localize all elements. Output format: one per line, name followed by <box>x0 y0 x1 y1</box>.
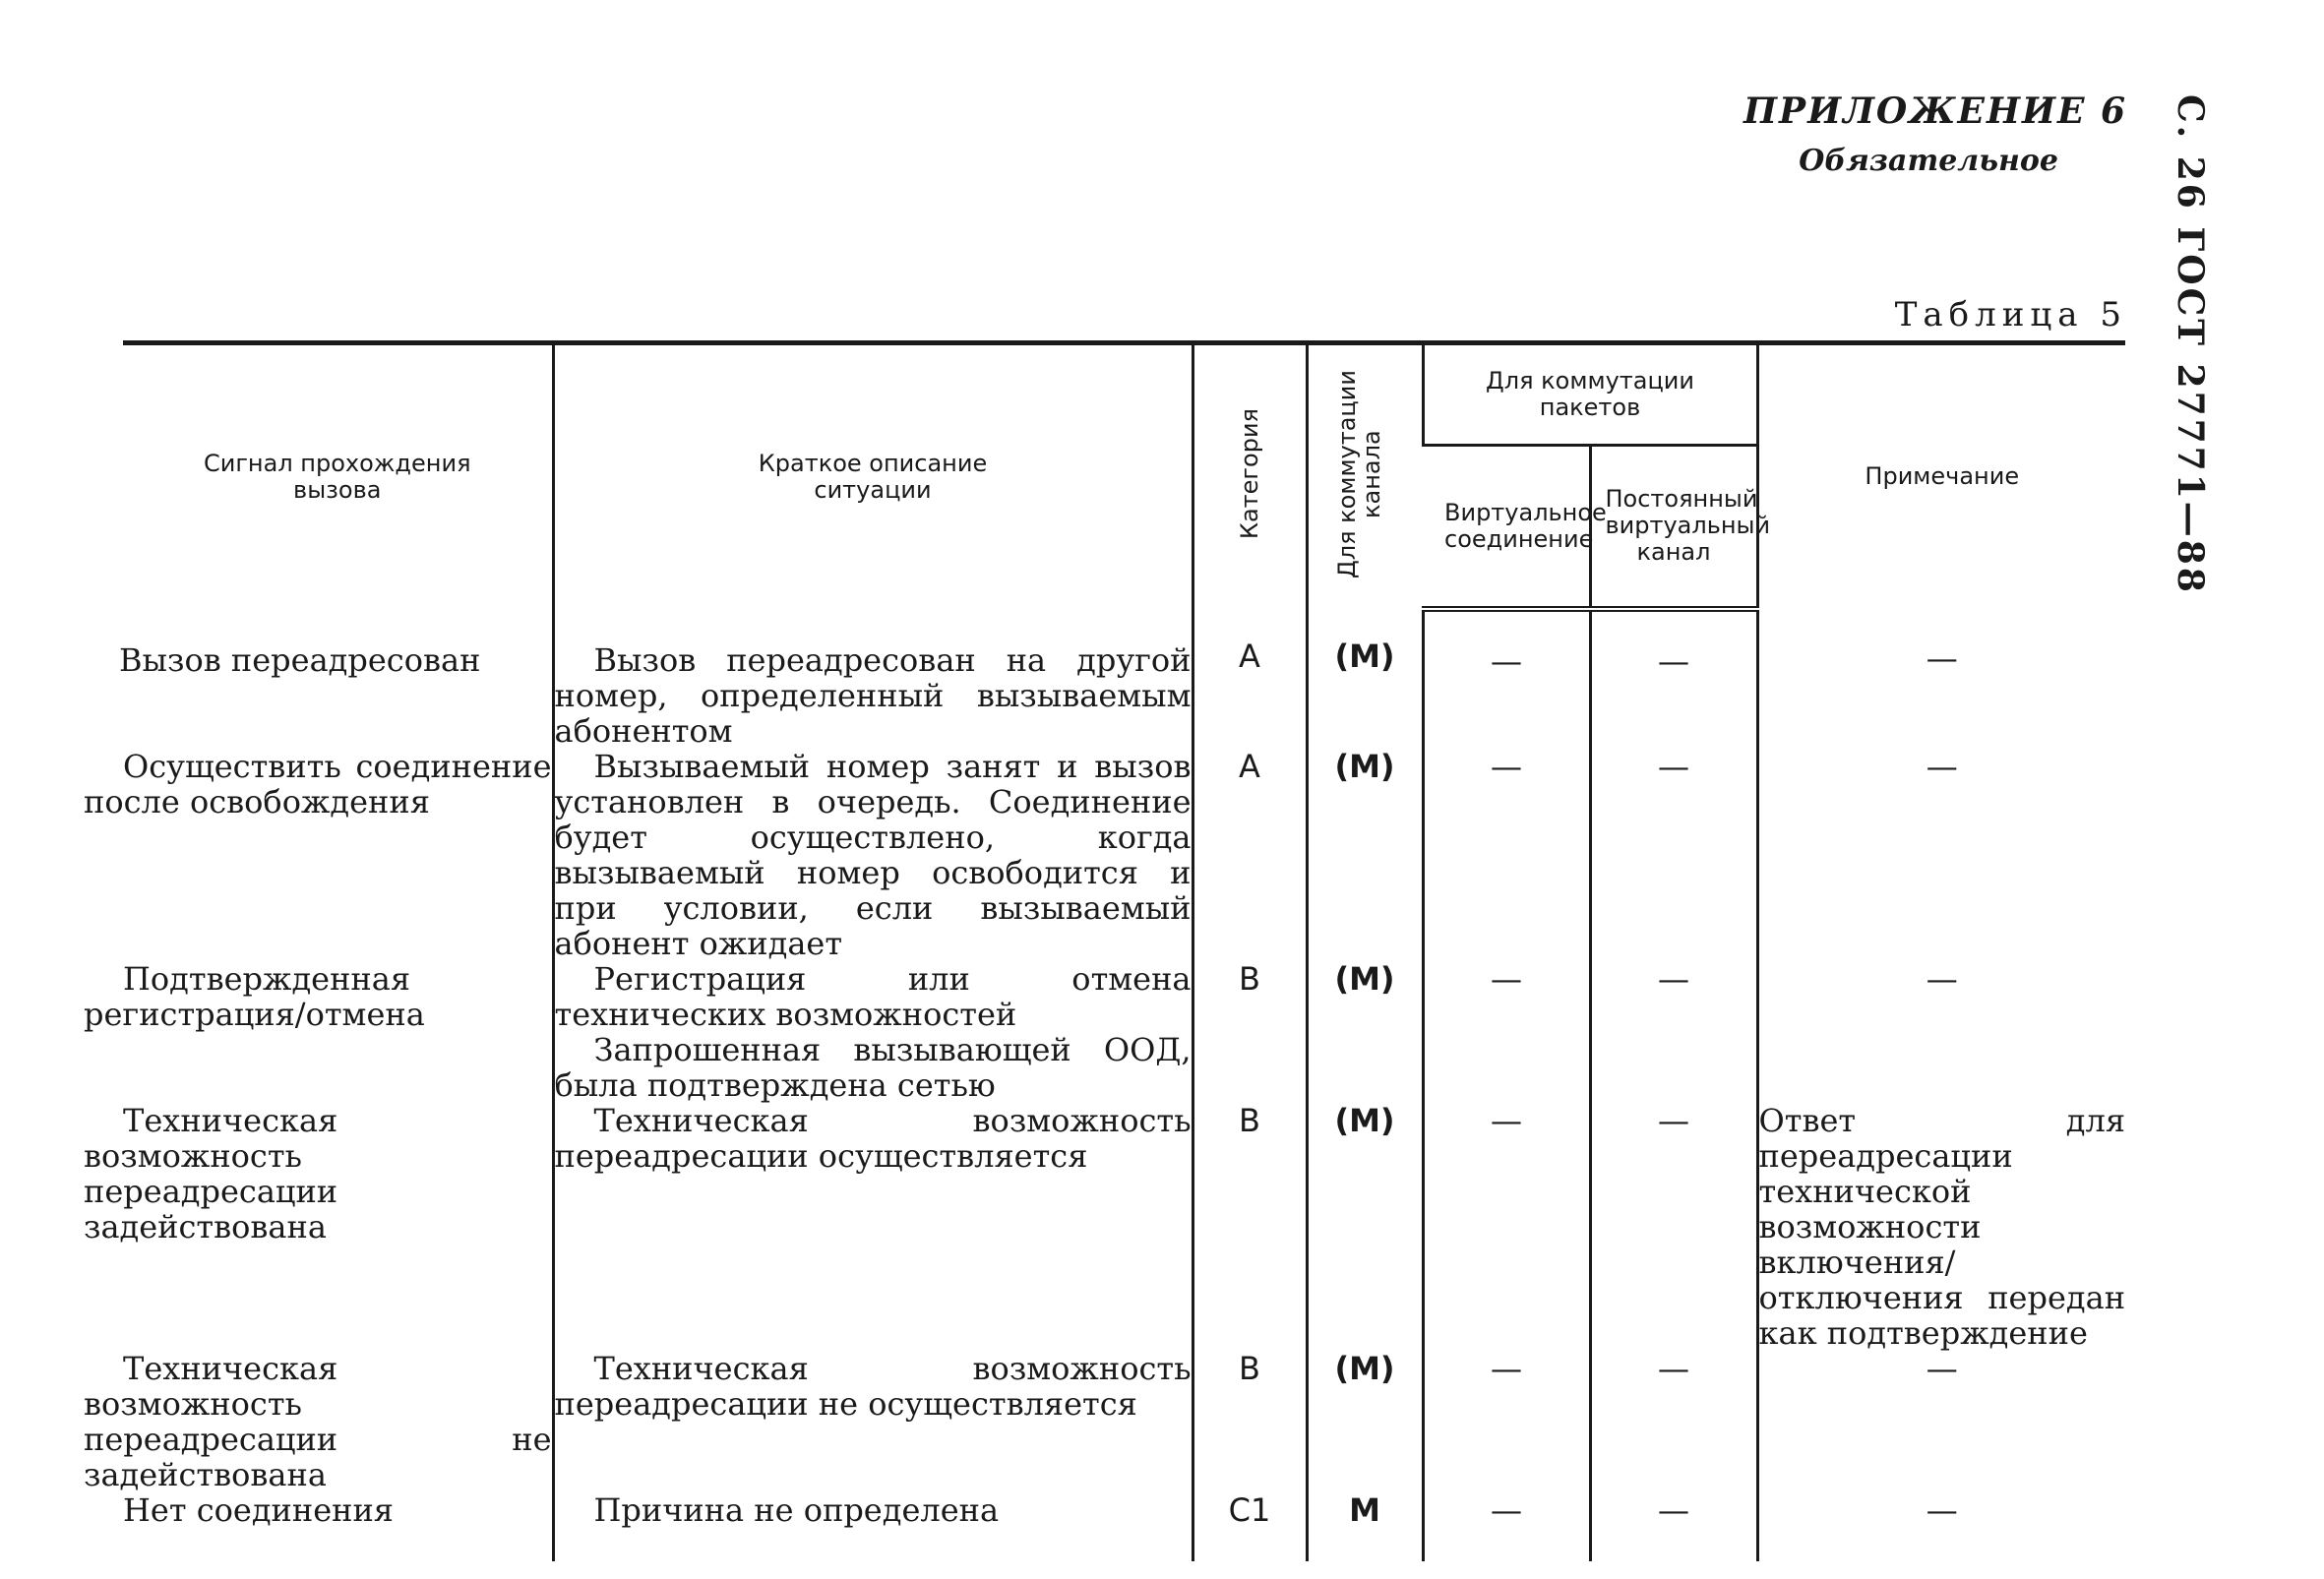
table-row <box>123 1351 2125 1492</box>
page-header: С. 26 ГОСТ 27771—88 <box>2170 94 2211 595</box>
table-row <box>123 961 2125 1103</box>
cell-note: — <box>1757 1492 2125 1561</box>
cell-category: B <box>1193 1351 1307 1492</box>
table-row <box>123 749 2125 961</box>
cell-virtual: — <box>1423 961 1590 1103</box>
description-text-2: Запрошенная вызывающей ООД, была подтверждена сетью <box>554 1030 1192 1104</box>
cell-circuit: (M) <box>1307 1103 1423 1351</box>
cell-circuit: (M) <box>1307 749 1423 961</box>
cell-description: Техническая возможность переадресации не осуществляется <box>553 1351 1193 1492</box>
header-category-label: Категория <box>1235 408 1263 540</box>
cell-description: Вызов переадресован на другой номер, определенный вызываемым абонентом <box>553 609 1193 749</box>
signal-text: Вызов переадресован <box>119 640 481 679</box>
header-circuit <box>1307 343 1423 609</box>
cell-signal <box>84 959 553 1103</box>
cell-virtual: — <box>1423 1492 1590 1561</box>
cell-circuit: (M) <box>1307 609 1423 749</box>
cell-signal <box>119 609 553 749</box>
cell-description <box>553 961 1193 1103</box>
cell-permanent: — <box>1590 1351 1757 1492</box>
appendix-subtitle: Обязательное <box>1799 144 2058 178</box>
cell-note: — <box>1757 961 2125 1103</box>
header-packet: Для коммутации пакетов <box>1423 343 1757 446</box>
signal-text: Осуществить соединение после освобождения <box>84 747 552 820</box>
cell-category: B <box>1193 1103 1307 1351</box>
signal-text: Техническая возможность переадресации не задействована <box>84 1349 552 1493</box>
cell-note <box>1757 1103 2125 1351</box>
header-virtual: Виртуальное соединение <box>1423 446 1590 609</box>
cell-note: — <box>1757 749 2125 961</box>
cell-permanent: — <box>1590 961 1757 1103</box>
cell-description: Вызываемый номер занят и вызов установлен в очередь. Соединение будет осуществлено, когда вызываемый номер освободится и при условии, если вызываемый абонент ожидает <box>554 747 1192 962</box>
cell-description: Причина не определена <box>553 1492 1193 1561</box>
note-text: Ответ для переадресации технической возможности включения/отключения передан как подтверждение <box>1758 1101 2126 1352</box>
cell-signal <box>84 747 553 961</box>
cell-category: A <box>1193 609 1307 749</box>
cell-permanent: — <box>1590 1103 1757 1351</box>
cell-category: B <box>1193 961 1307 1103</box>
table-caption: Таблица 5 <box>1894 295 2127 334</box>
table-row <box>123 1103 2125 1351</box>
cell-category: A <box>1193 749 1307 961</box>
cell-permanent: — <box>1590 609 1757 749</box>
header-note: Примечание <box>1757 343 2125 609</box>
cell-virtual: — <box>1423 609 1590 749</box>
header-circuit-label: Для коммутации канала <box>1333 369 1386 578</box>
cell-circuit: (M) <box>1307 1351 1423 1492</box>
description-text: Регистрация или отмена технических возможностей <box>554 959 1192 1033</box>
cell-permanent: — <box>1590 749 1757 961</box>
signal-text: Техническая возможность переадресации задействована <box>84 1101 338 1245</box>
signals-table <box>84 340 2126 1561</box>
table-row <box>123 1492 2125 1561</box>
cell-category: C1 <box>1193 1492 1307 1561</box>
cell-virtual: — <box>1423 1351 1590 1492</box>
header-description: Краткое описание ситуации <box>553 343 1193 609</box>
cell-virtual: — <box>1423 1103 1590 1351</box>
signal-text: Подтвержденная регистрация/отмена <box>84 959 425 1033</box>
cell-note: — <box>1757 1351 2125 1492</box>
cell-circuit: (M) <box>1307 961 1423 1103</box>
header-signal: Сигнал прохождения вызова <box>123 343 553 609</box>
cell-signal <box>84 1101 553 1351</box>
header-permanent: Постоянный виртуальный канал <box>1590 446 1757 609</box>
cell-virtual: — <box>1423 749 1590 961</box>
cell-description: Техническая возможность переадресации осуществляется <box>553 1103 1193 1351</box>
signal-text: Нет соединения <box>123 1490 394 1529</box>
appendix-title: ПРИЛОЖЕНИЕ 6 <box>1743 91 2127 132</box>
cell-circuit: M <box>1307 1492 1423 1561</box>
cell-signal <box>84 1349 553 1493</box>
table-row <box>123 609 2125 749</box>
cell-note: — <box>1757 609 2125 749</box>
cell-signal <box>123 1492 553 1561</box>
header-category <box>1193 343 1307 609</box>
cell-permanent: — <box>1590 1492 1757 1561</box>
